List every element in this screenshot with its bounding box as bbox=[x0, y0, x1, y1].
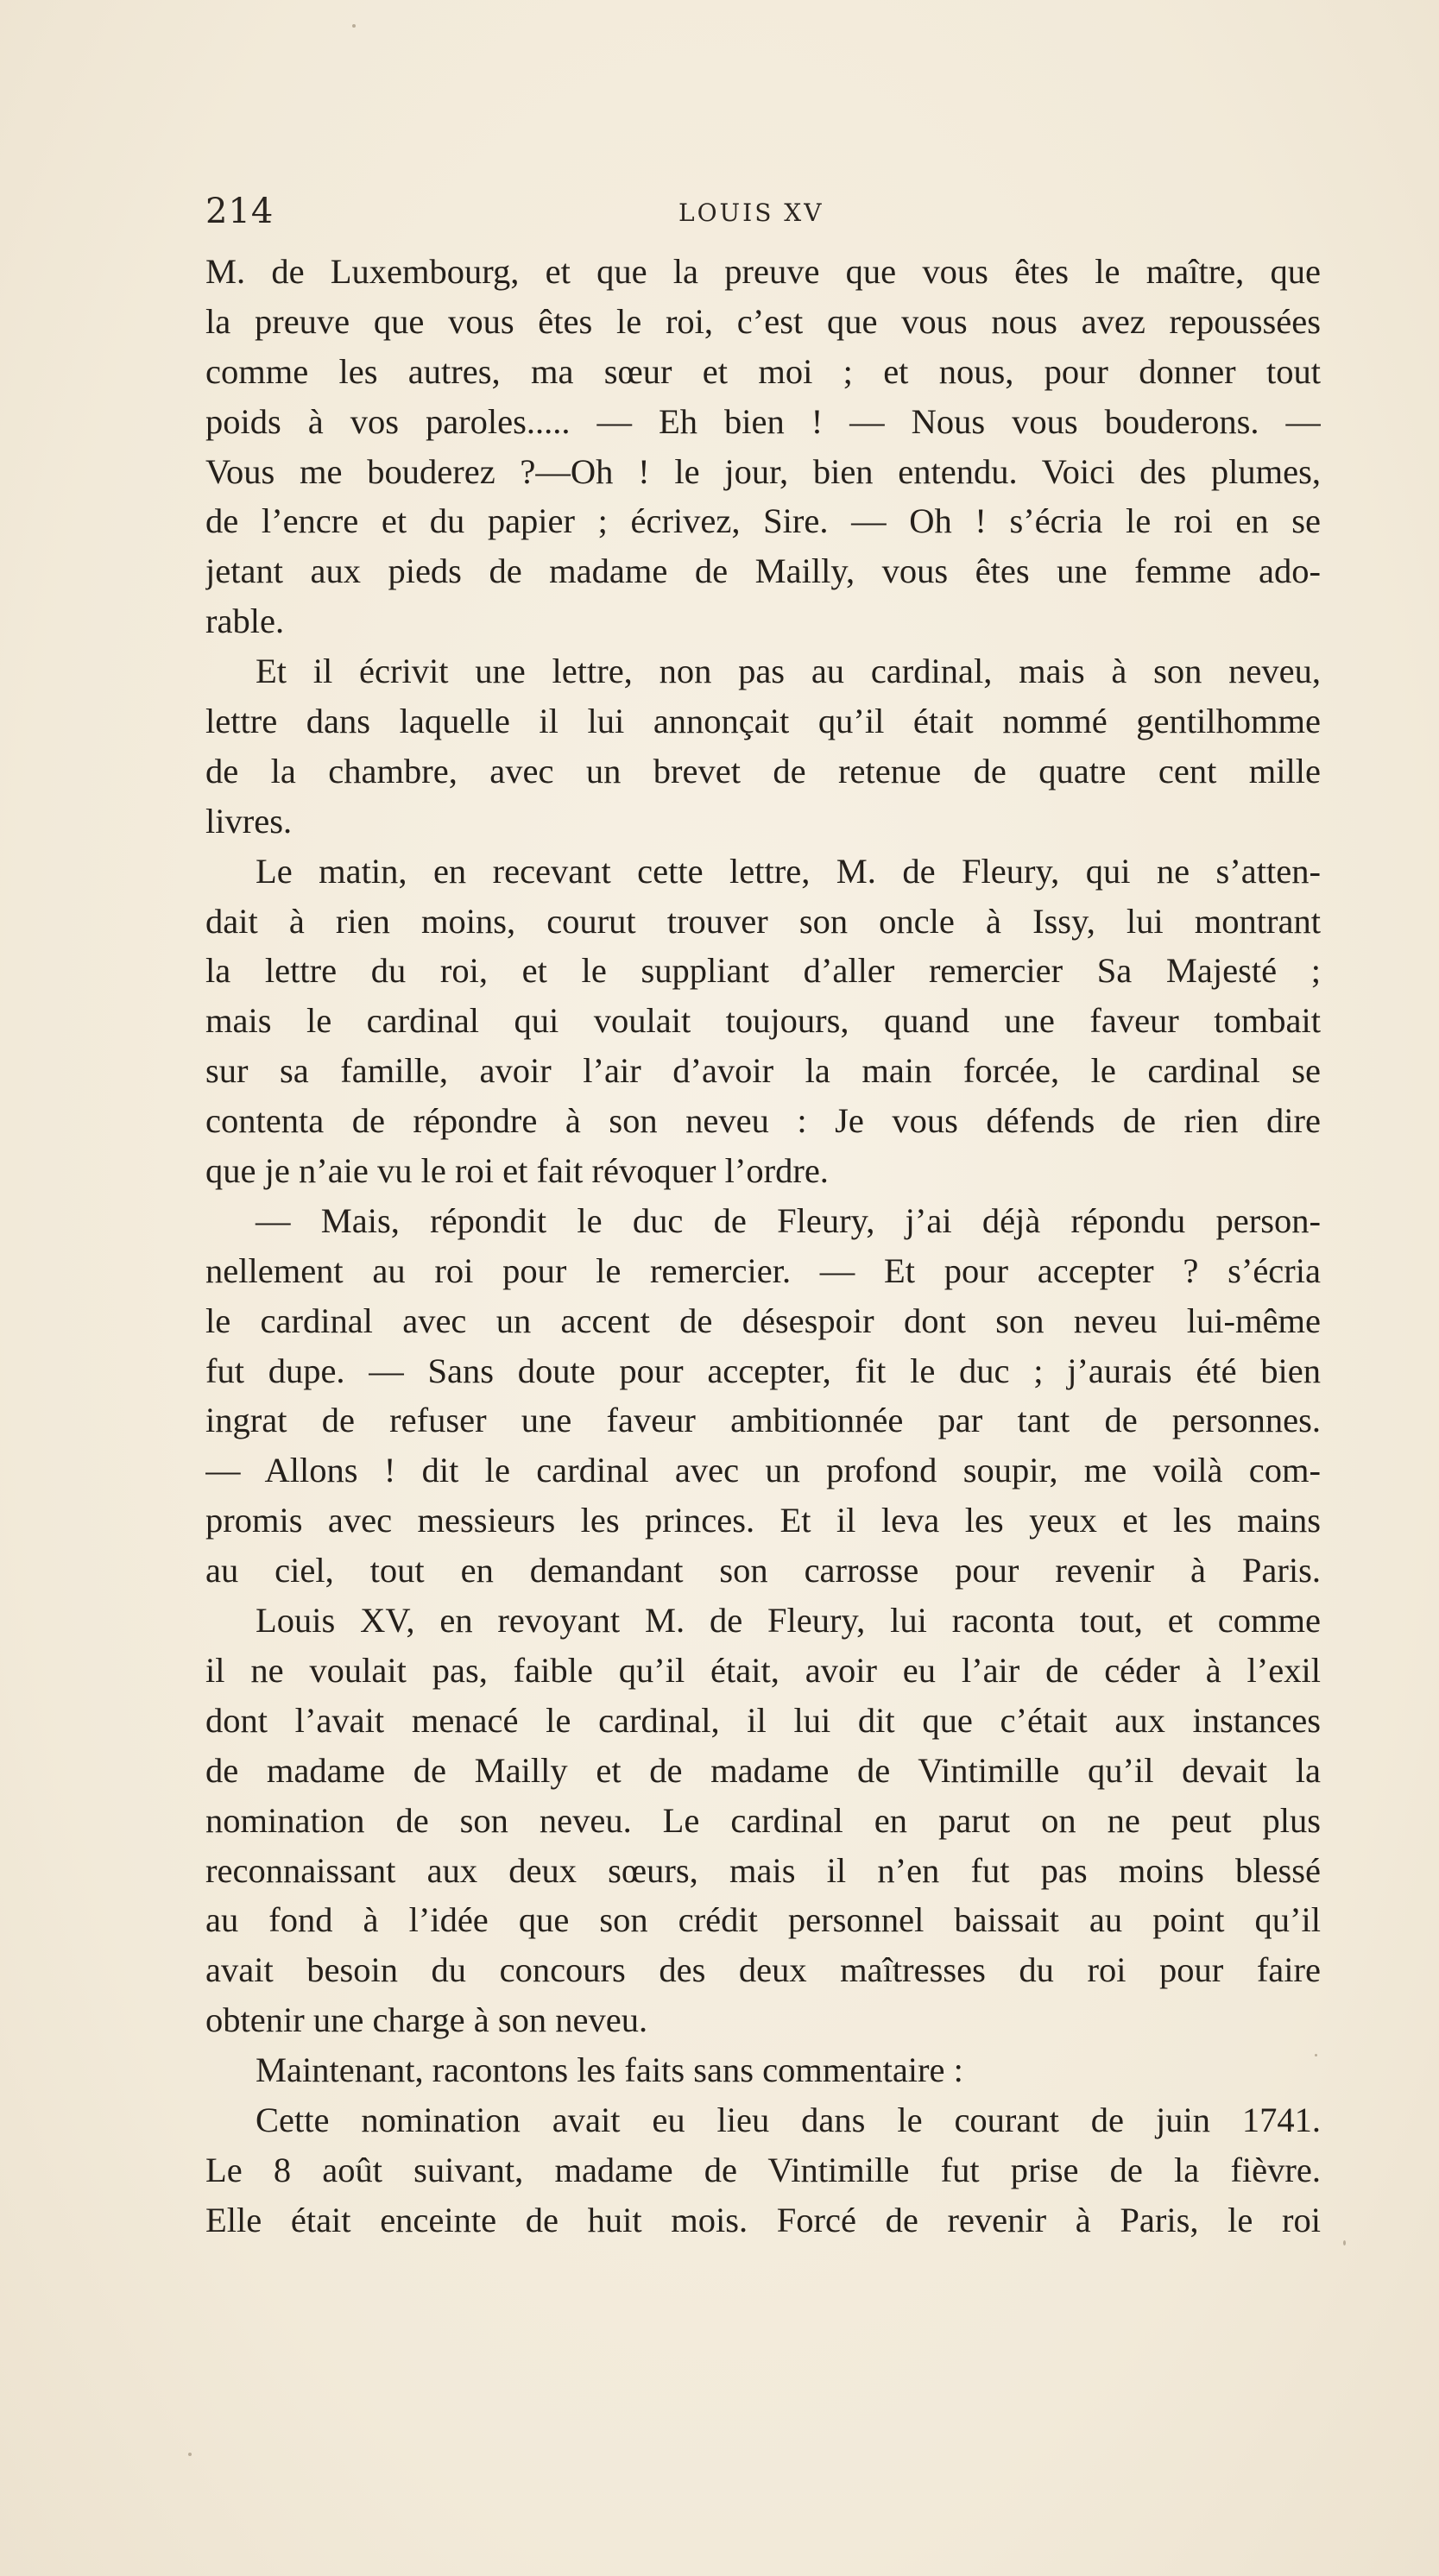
text-line: fut dupe. — Sans doute pour accepter, fit le duc ; j’aurais été bien bbox=[205, 1351, 1321, 1390]
text-line: que je n’aie vu le roi et fait révoquer l’ordre. bbox=[205, 1151, 829, 1191]
text-line: au ciel, tout en demandant son carrosse pour revenir à Paris. bbox=[205, 1551, 1321, 1590]
text-line: lettre dans laquelle il lui annonçait qu’il était nommé gentilhomme bbox=[205, 702, 1321, 741]
text-line: promis avec messieurs les princes. Et il leva les yeux et les mains bbox=[205, 1501, 1321, 1540]
text-line: sur sa famille, avoir l’air d’avoir la main forcée, le cardinal se bbox=[205, 1051, 1321, 1091]
text-line: la lettre du roi, et le suppliant d’aller remercier Sa Majesté ; bbox=[205, 951, 1321, 991]
text-line: mais le cardinal qui voulait toujours, quand une faveur tombait bbox=[205, 1001, 1321, 1041]
text-line: nomination de son neveu. Le cardinal en parut on ne peut plus bbox=[205, 1800, 1321, 1840]
text-line: de l’encre et du papier ; écrivez, Sire. — Oh ! s’écria le roi en se bbox=[205, 501, 1321, 541]
text-line: livres. bbox=[205, 801, 293, 841]
text-line: la preuve que vous êtes le roi, c’est que vous nous avez repoussées bbox=[205, 301, 1321, 341]
text-line: il ne voulait pas, faible qu’il était, avoir eu l’air de céder à l’exil bbox=[205, 1650, 1321, 1690]
paper-speck bbox=[352, 24, 356, 28]
page-header bbox=[205, 192, 1328, 235]
text-line: M. de Luxembourg, et que la preuve que vous êtes le maître, que bbox=[205, 252, 1321, 291]
text-line: nellement au roi pour le remercier. — Et pour accepter ? s’écria bbox=[205, 1250, 1321, 1290]
paper-speck bbox=[1315, 2054, 1317, 2056]
page-number: 214 bbox=[205, 192, 275, 231]
running-head: LOUIS XV bbox=[678, 198, 824, 227]
text-line: au fond à l’idée que son crédit personnel baissait au point qu’il bbox=[205, 1900, 1321, 1940]
text-line: jetant aux pieds de madame de Mailly, vous êtes une femme ado- bbox=[205, 551, 1321, 591]
text-line: comme les autres, ma sœur et moi ; et nous, pour donner tout bbox=[205, 351, 1321, 391]
body-text bbox=[205, 247, 1321, 2245]
text-line: Cette nomination avait eu lieu dans le courant de juin 1741. bbox=[256, 2100, 1321, 2139]
text-line: dait à rien moins, courut trouver son oncle à Issy, lui montrant bbox=[205, 901, 1321, 941]
text-line: avait besoin du concours des deux maîtresses du roi pour faire bbox=[205, 1950, 1321, 1990]
text-line: dont l’avait menacé le cardinal, il lui dit que c’était aux instances bbox=[205, 1700, 1321, 1740]
text-line: Le 8 août suivant, madame de Vintimille fut prise de la fièvre. bbox=[205, 2150, 1321, 2189]
text-line: contenta de répondre à son neveu : Je vous défends de rien dire bbox=[205, 1101, 1321, 1141]
text-line: Et il écrivit une lettre, non pas au cardinal, mais à son neveu, bbox=[256, 652, 1321, 691]
text-line: Le matin, en recevant cette lettre, M. de Fleury, qui ne s’atten- bbox=[256, 851, 1321, 891]
text-line: Vous me bouderez ?—Oh ! le jour, bien entendu. Voici des plumes, bbox=[205, 451, 1321, 491]
text-line: reconnaissant aux deux sœurs, mais il n’en fut pas moins blessé bbox=[205, 1850, 1321, 1890]
text-line: — Allons ! dit le cardinal avec un profond soupir, me voilà com- bbox=[205, 1451, 1321, 1490]
text-line: le cardinal avec un accent de désespoir dont son neveu lui-même bbox=[205, 1301, 1321, 1340]
text-line: Louis XV, en revoyant M. de Fleury, lui raconta tout, et comme bbox=[256, 1601, 1321, 1641]
text-line: — Mais, répondit le duc de Fleury, j’ai déjà répondu person- bbox=[256, 1200, 1321, 1240]
text-line: de la chambre, avec un brevet de retenue de quatre cent mille bbox=[205, 751, 1321, 790]
paper-speck bbox=[188, 2453, 192, 2456]
paper-speck bbox=[1343, 2240, 1346, 2245]
text-line: de madame de Mailly et de madame de Vintimille qu’il devait la bbox=[205, 1750, 1321, 1790]
text-line: Elle était enceinte de huit mois. Forcé de revenir à Paris, le roi bbox=[205, 2200, 1321, 2239]
text-line: rable. bbox=[205, 601, 285, 641]
text-line: poids à vos paroles..... — Eh bien ! — Nous vous bouderons. — bbox=[205, 401, 1321, 441]
text-line: Maintenant, racontons les faits sans commentaire : bbox=[256, 2050, 963, 2090]
text-line: ingrat de refuser une faveur ambitionnée par tant de personnes. bbox=[205, 1401, 1321, 1440]
text-line: obtenir une charge à son neveu. bbox=[205, 2000, 648, 2040]
